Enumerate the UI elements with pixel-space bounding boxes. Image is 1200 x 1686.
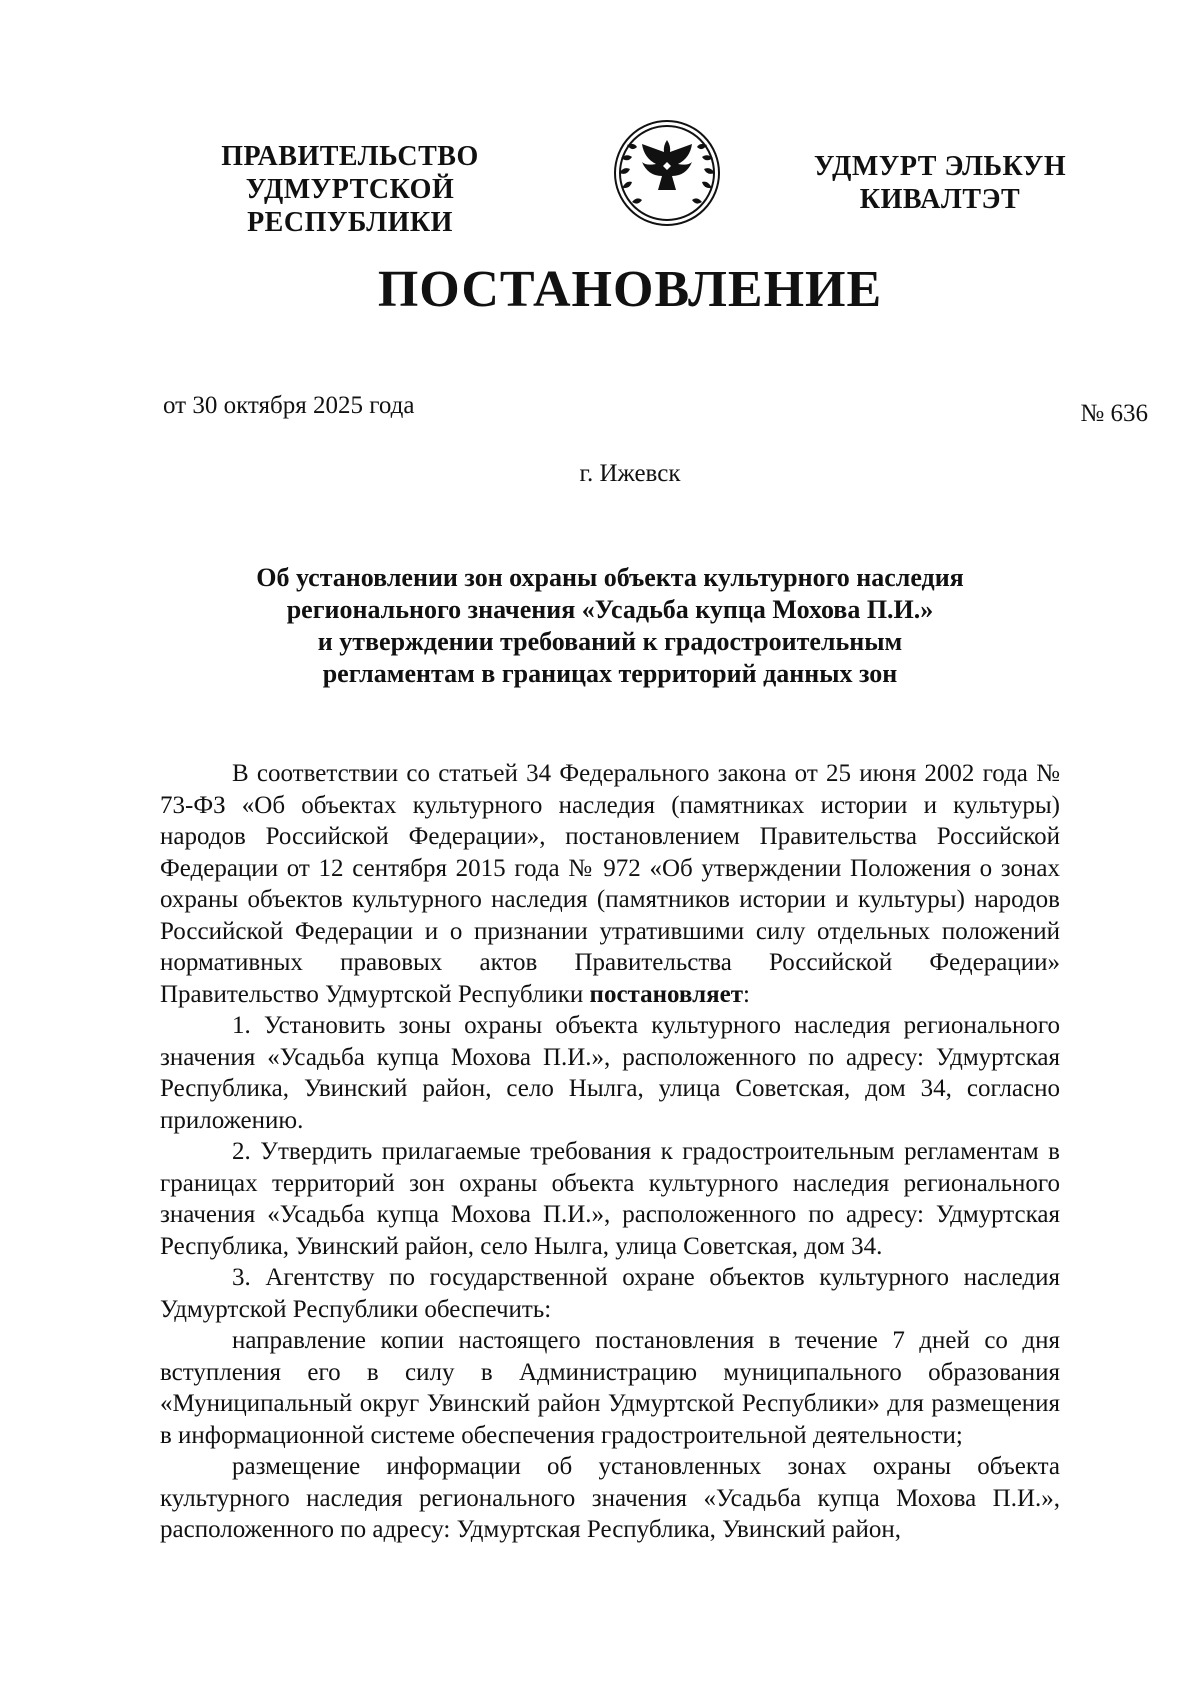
coat-of-arms-icon <box>610 118 725 228</box>
item-2-paragraph: 2. Утвердить прилагаемые требования к градостроительным регламентам в границах территорий зон охраны объекта культурного наследия регионального значения «Усадьба купца Мохова П.И.», расположенного по адресу: Удмуртская Республика, Увинский район, село Нылга, улица Советская, дом 34. <box>160 1138 1060 1260</box>
issuer-udm-line-2: КИВАЛТЭТ <box>859 184 1021 215</box>
document-type-heading: ПОСТАНОВЛЕНИЕ <box>377 261 883 318</box>
preamble-colon: : <box>743 980 750 1008</box>
issuer-name-udmurt <box>800 150 1080 216</box>
document-title <box>160 562 1060 690</box>
issuer-udm-line-1: УДМУРТ ЭЛЬКУН <box>813 151 1067 182</box>
document-number: № 636 <box>1080 400 1148 427</box>
title-line: Об установлении зон охраны объекта культурного наследия <box>256 563 964 592</box>
item-3a-paragraph: направление копии настоящего постановления в течение 7 дней со дня вступления его в силу в Администрацию муниципального образования «Муниципальный округ Увинский район Удмуртской Республики» для размещения в информационной системе обеспечения градостроительной деятельности; <box>160 1327 1060 1449</box>
issuer-name-russian <box>150 140 550 239</box>
issuer-line-1: ПРАВИТЕЛЬСТВО <box>221 141 479 172</box>
preamble-paragraph <box>160 758 1060 1010</box>
document-date: от 30 октября 2025 года <box>163 392 415 419</box>
title-line: регламентам в границах территорий данных зон <box>322 659 898 688</box>
preamble-operative-word: постановляет <box>589 980 744 1008</box>
document-body <box>160 758 1060 1546</box>
document-city: г. Ижевск <box>579 460 681 487</box>
title-line: и утверждении требований к градостроительным <box>317 627 903 656</box>
issuer-line-2: УДМУРТСКОЙ РЕСПУБЛИКИ <box>245 174 455 238</box>
item-1-paragraph: 1. Установить зоны охраны объекта культурного наследия регионального значения «Усадьба купца Мохова П.И.», расположенного по адресу: Удмуртская Республика, Увинский район, село Нылга, улица Советская, дом 34, согласно приложению. <box>160 1012 1060 1134</box>
item-3b-paragraph: размещение информации об установленных зонах охраны объекта культурного наследия регионального значения «Усадьба купца Мохова П.И.», расположенного по адресу: Удмуртская Республика, Увинский район, <box>160 1453 1060 1543</box>
title-line: регионального значения «Усадьба купца Мохова П.И.» <box>286 595 934 624</box>
item-3-paragraph: 3. Агентству по государственной охране объектов культурного наследия Удмуртской Республики обеспечить: <box>160 1264 1060 1323</box>
preamble-text: В соответствии со статьей 34 Федерального закона от 25 июня 2002 года № 73-ФЗ «Об объектах культурного наследия (памятниках истории и культуры) народов Российской Федерации», постановлением Правительства Российской Федерации от 12 сентября 2015 года № 972 «Об утверждении Положения о зонах охраны объектов культурного наследия (памятников истории и культуры) народов Российской Федерации и о признании утратившими силу отдельных положений нормативных правовых актов Правительства Российской Федерации» Правительство Удмуртской Республики <box>160 760 1060 1008</box>
